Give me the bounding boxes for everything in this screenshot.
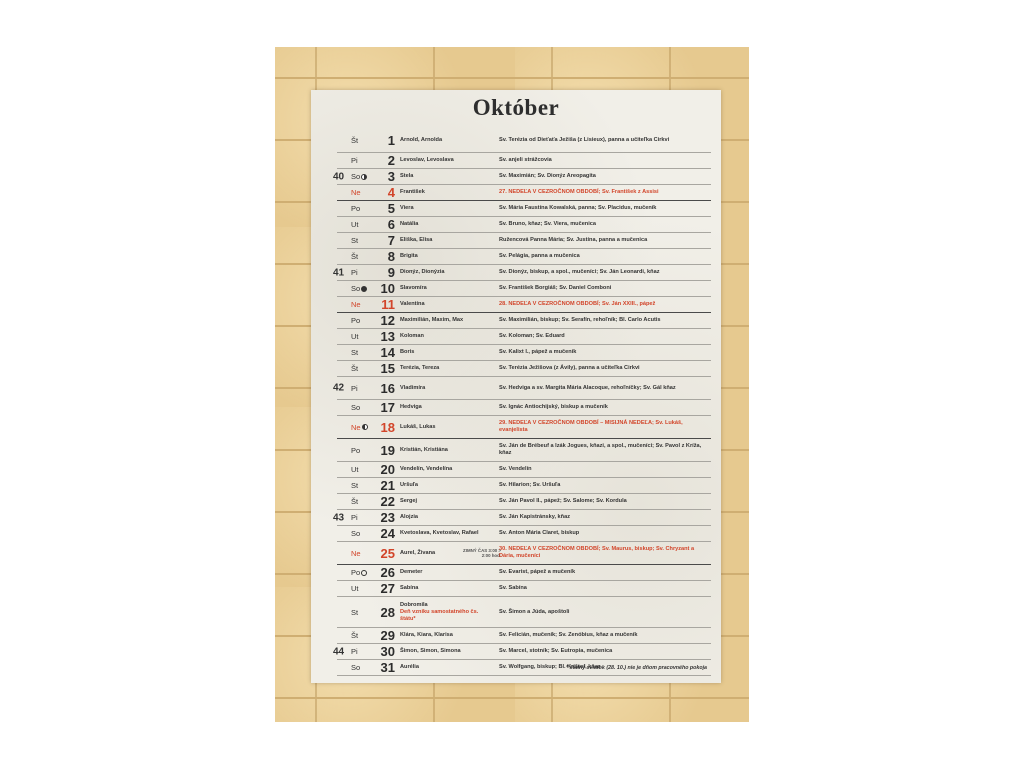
nameday: Alojzia <box>400 514 419 520</box>
weekday-label: Po <box>351 316 361 325</box>
nameday: František <box>400 189 425 195</box>
nameday: Brigita <box>400 253 418 259</box>
day-number: 31 <box>380 660 395 675</box>
day-number: 3 <box>387 169 395 184</box>
day-row <box>337 361 711 377</box>
nameday: Levoslav, Levoslava <box>400 157 454 163</box>
day-number: 13 <box>380 329 395 344</box>
week-number: 44 <box>333 646 345 657</box>
saints-info: Sv. Šimon a Júda, apoštoli <box>499 608 570 615</box>
saints-info: Sv. Dionýz, biskup, a spol., mučeníci; Sv. Ján Leonardi, kňaz <box>499 269 660 275</box>
nameday: Slavomíra <box>400 285 427 291</box>
day-row <box>337 201 711 217</box>
nameday: Vendelín, Vendelína <box>400 466 453 472</box>
day-number: 2 <box>387 153 395 168</box>
day-row <box>337 565 711 581</box>
day-number: 22 <box>380 494 395 509</box>
weekday-label: Ne <box>351 188 361 197</box>
weekday-label: Št <box>351 364 359 373</box>
day-number: 29 <box>380 628 395 643</box>
nameday: Valentína <box>400 301 425 307</box>
nameday: Lukáš, Lukas <box>400 423 436 430</box>
day-number: 19 <box>380 442 395 458</box>
nameday: Natália <box>400 221 419 227</box>
weekday-label: Po <box>351 568 377 577</box>
saints-info: Ružencová Panna Mária; Sv. Justína, panna a mučenica <box>499 237 648 243</box>
day-number: 25 <box>380 545 395 561</box>
nameday: Koloman <box>400 333 424 339</box>
nameday: Boris <box>400 349 415 355</box>
week-number: 42 <box>333 382 345 394</box>
day-row <box>337 526 711 542</box>
weekday-label: St <box>351 348 359 357</box>
day-row <box>337 329 711 345</box>
weekday-label: Pi <box>351 513 358 522</box>
saints-info: Sv. Maximián; Sv. Dionýz Areopagita <box>499 173 596 179</box>
saints-info: Sv. Maximilián, biskup; Sv. Serafín, rehoľník; Bl. Carlo Acutis <box>499 317 661 323</box>
weekday-label: Ne <box>351 300 361 309</box>
day-number: 1 <box>387 133 395 148</box>
day-number: 6 <box>387 217 395 232</box>
day-row <box>337 416 711 439</box>
nameday: Maximilián, Maxim, Max <box>400 317 464 323</box>
saints-info: Sv. Mária Faustína Kowalská, panna; Sv. Placidus, mučeník <box>499 205 657 211</box>
weekday-label: Pi <box>351 268 358 277</box>
moon-phase-icon <box>361 174 367 180</box>
day-number: 18 <box>380 419 395 435</box>
day-row <box>337 597 711 628</box>
nameday: Klára, Kiara, Klarisa <box>400 632 453 638</box>
day-number: 16 <box>380 380 395 396</box>
nameday: Terézia, Tereza <box>400 365 440 371</box>
weekday-label: Ut <box>351 584 359 593</box>
weekday-label: Po <box>351 445 361 455</box>
saints-info: Sv. Hedviga a sv. Margita Mária Alacoque, rehoľníčky; Sv. Gál kňaz <box>499 384 676 391</box>
day-row <box>333 265 711 281</box>
nameday: Dobromila Deň vzniku samostatného čs. štátu* <box>400 602 495 623</box>
day-number: 5 <box>387 201 395 216</box>
saints-info: Sv. Anton Mária Claret, biskup <box>499 530 580 536</box>
day-row <box>337 297 711 313</box>
saints-info: Sv. Terézia od Dieťaťa Ježiša (z Lisieux), panna a učiteľka Cirkvi <box>499 137 670 143</box>
weekday-label: Po <box>351 204 361 213</box>
saints-info: Sv. František Borgiáš; Sv. Daniel Comboni <box>499 285 612 291</box>
nameday: Kvetoslava, Kvetoslav, Rafael <box>400 530 479 536</box>
weekday-label: Pi <box>351 156 358 165</box>
saints-info: Sv. Ignác Antiochijský, biskup a mučeník <box>499 404 608 410</box>
day-row <box>337 281 711 297</box>
day-row <box>337 478 711 494</box>
day-number: 24 <box>380 526 395 541</box>
day-number: 8 <box>387 249 395 264</box>
weekday-label: So <box>351 403 361 412</box>
day-row <box>337 439 711 462</box>
day-row <box>337 462 711 478</box>
weekday-label: Ne <box>351 423 377 432</box>
weekday-label: Pi <box>351 383 358 393</box>
day-number: 7 <box>387 233 395 248</box>
nameday: Kristián, Kristiána <box>400 446 448 453</box>
nameday: Aurélia <box>400 664 419 670</box>
nameday: Demeter <box>400 569 423 575</box>
nameday: Eliška, Elisa <box>400 237 433 243</box>
nameday: Dionýz, Dionýzia <box>400 269 445 275</box>
day-number: 26 <box>380 565 395 580</box>
calendar-page <box>311 90 721 683</box>
day-row <box>337 185 711 201</box>
nameday: Viera <box>400 205 414 211</box>
saints-info: Sv. Wolfgang, biskup; Bl. Krištof, kňaz <box>499 664 601 670</box>
weekday-label: Pi <box>351 647 358 656</box>
week-number: 41 <box>333 267 345 278</box>
weekday-label: Št <box>351 631 359 640</box>
day-number: 9 <box>387 265 395 280</box>
moon-phase-icon <box>361 286 367 292</box>
saints-info: Sv. Hilarion; Sv. Uršuľa <box>499 482 561 488</box>
saints-info: 29. NEDEĽA V CEZROČNOM OBDOBÍ – MISIJNÁ NEDEĽA; Sv. Lukáš, evanjelista <box>499 420 683 433</box>
holiday-label: Deň vzniku samostatného čs. štátu* <box>400 608 479 622</box>
saints-info: Sv. Evarist, pápež a mučeník <box>499 569 576 575</box>
day-row <box>337 581 711 597</box>
weekday-label: So <box>351 172 377 181</box>
day-row <box>337 249 711 265</box>
day-row <box>333 169 711 185</box>
nameday: Arnold, Arnolda <box>400 137 443 143</box>
weekday-label: Ut <box>351 332 359 341</box>
day-row <box>337 628 711 644</box>
nameday: Hedviga <box>400 404 422 410</box>
saints-info: Sv. Vendelín <box>499 466 532 472</box>
day-number: 23 <box>380 510 395 525</box>
day-row <box>337 313 711 329</box>
nameday: Sergej <box>400 498 418 504</box>
day-number: 20 <box>380 462 395 477</box>
day-row <box>333 510 711 526</box>
day-row <box>337 153 711 169</box>
week-number: 40 <box>333 171 345 182</box>
saints-info: Sv. Ján Pavol II., pápež; Sv. Salome; Sv. Kordula <box>499 498 627 504</box>
day-row <box>337 400 711 416</box>
saints-info: Sv. Marcel, stotník; Sv. Eutropia, mučenica <box>499 648 613 654</box>
saints-info: Sv. Ján Kapistránsky, kňaz <box>499 514 570 520</box>
day-row <box>333 377 711 400</box>
weekday-label: Ut <box>351 220 359 229</box>
day-number: 28 <box>380 604 395 620</box>
saints-info: Sv. Sabína <box>499 585 527 591</box>
day-row <box>337 233 711 249</box>
saints-info: Sv. Koloman; Sv. Eduard <box>499 333 565 339</box>
weekday-label: Št <box>351 136 359 145</box>
day-number: 27 <box>380 581 395 596</box>
saints-info: Sv. Pelágia, panna a mučenica <box>499 253 580 259</box>
weekday-label: Št <box>351 497 359 506</box>
moon-phase-icon <box>362 424 368 430</box>
day-row <box>333 644 711 660</box>
weekday-label: So <box>351 284 377 293</box>
footnote: * štátny sviatok (28. 10.) nie je dňom pracovného pokoja <box>566 665 707 671</box>
nameday: Vladimíra <box>400 384 426 391</box>
day-row <box>337 542 711 565</box>
saints-info: Sv. Bruno, kňaz; Sv. Viera, mučenica <box>499 221 596 227</box>
day-row <box>337 494 711 510</box>
saints-info: 28. NEDEĽA V CEZROČNOM OBDOBÍ; Sv. Ján XXIII., pápež <box>499 301 656 307</box>
day-row <box>337 217 711 233</box>
nameday: Sabína <box>400 585 419 591</box>
day-number: 10 <box>380 281 395 296</box>
time-change-note: ZIMNÝ ČAS 3:00 > 2:00 hod. <box>463 547 501 558</box>
day-number: 30 <box>380 644 395 659</box>
saints-info: Sv. Terézia Ježišova (z Ávily), panna a učiteľka Cirkvi <box>499 365 640 371</box>
month-title: Október <box>472 95 560 120</box>
nameday: Šimon, Simon, Simona <box>400 648 461 654</box>
saints-info: 30. NEDEĽA V CEZROČNOM OBDOBÍ; Sv. Maurus, biskup; Sv. Chryzant a Dária, mučeníci <box>499 546 695 559</box>
day-number: 11 <box>381 297 395 312</box>
week-number: 43 <box>333 512 345 523</box>
weekday-label: Ne <box>351 548 361 558</box>
weekday-label: St <box>351 481 359 490</box>
nameday: Stela <box>400 173 414 179</box>
day-row <box>337 129 711 153</box>
day-number: 14 <box>380 345 395 360</box>
day-number: 17 <box>380 400 395 415</box>
day-number: 15 <box>380 361 395 376</box>
weekday-label: St <box>351 236 359 245</box>
saints-info: Sv. Ján de Brébeuf a Izák Jogues, kňazi, a spol., mučeníci; Sv. Pavol z Kríža, kňaz <box>499 443 702 456</box>
weekday-label: So <box>351 663 361 672</box>
weekday-label: Ut <box>351 465 359 474</box>
saints-info: 27. NEDEĽA V CEZROČNOM OBDOBÍ; Sv. František z Assisi <box>499 189 659 195</box>
weekday-label: Št <box>351 252 359 261</box>
saints-info: Sv. Kalixt I., pápež a mučeník <box>499 349 577 355</box>
saints-info: Sv. Felicián, mučeník; Sv. Zenóbius, kňaz a mučeník <box>499 632 638 638</box>
calendar-table <box>333 129 711 676</box>
saints-info: Sv. anjeli strážcovia <box>499 157 552 163</box>
weekday-label: St <box>351 607 359 617</box>
weekday-label: So <box>351 529 361 538</box>
day-number: 4 <box>387 185 395 200</box>
day-number: 12 <box>380 313 395 328</box>
nameday: Aurel, Živana <box>400 549 436 556</box>
day-number: 21 <box>380 478 395 493</box>
nameday: Uršuľa <box>400 482 419 488</box>
day-row <box>337 345 711 361</box>
moon-phase-icon <box>361 570 367 576</box>
